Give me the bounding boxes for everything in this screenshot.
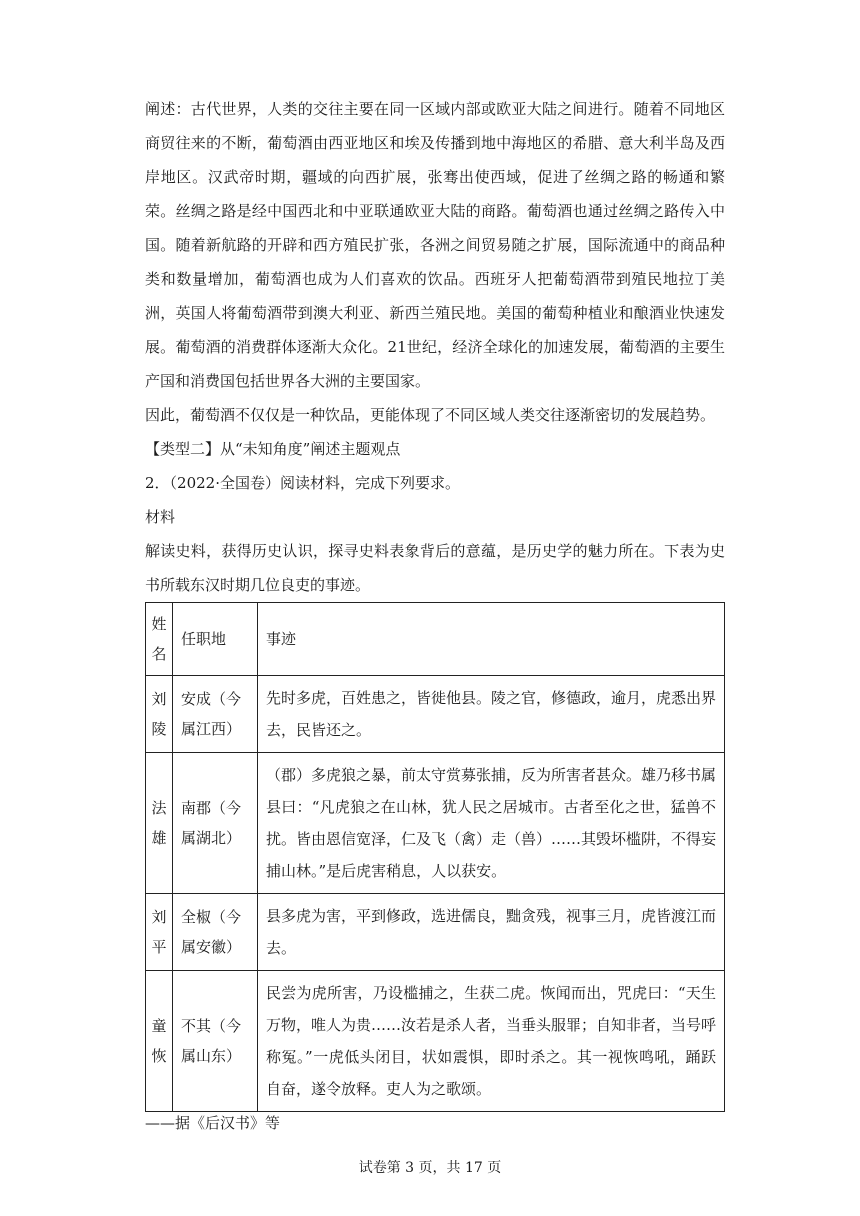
row-deed: 民尝为虎所害，乃设槛捕之，生获二虎。恢闻而出，咒虎曰：“天生万物，唯人为贵……汝若是杀人者，当垂头服罪；自知非者，当号呼称冤。”一虎低头闭目，状如震惧，即时杀之。其一视恢鸣吼，踊跃自奋，遂令放释。吏人为之歌颂。 xyxy=(258,971,725,1112)
intro-paragraph: 阐述：古代世界，人类的交往主要在同一区域内部或欧亚大陆之间进行。随着不同地区商贸往来的不断，葡萄酒由西亚地区和埃及传播到地中海地区的希腊、意大利半岛及西岸地区。汉武帝时期，疆域的向西扩展，张骞出使西域，促进了丝绸之路的畅通和繁荣。丝绸之路是经中国西北和中亚联通欧亚大陆的商路。葡萄酒也通过丝绸之路传入中国。随着新航路的开辟和西方殖民扩张，各洲之间贸易随之扩展，国际流通中的商品种类和数量增加，葡萄酒也成为人们喜欢的饮品。西班牙人把葡萄酒带到殖民地拉丁美洲，英国人将葡萄酒带到澳大利亚、新西兰殖民地。美国的葡萄种植业和酿酒业快速发展。葡萄酒的消费群体逐渐大众化。21世纪，经济全球化的加速发展，葡萄酒的主要生产国和消费国包括世界各大洲的主要国家。 xyxy=(145,100,725,390)
page-footer: 试卷第 3 页，共 17 页 xyxy=(358,1160,502,1176)
table-header-row xyxy=(146,603,725,676)
header-name: 姓名 xyxy=(146,603,173,676)
row-name: 刘平 xyxy=(146,894,173,971)
row-place: 南郡（今属湖北） xyxy=(173,753,258,894)
officials-table xyxy=(145,602,725,1112)
row-deed: （郡）多虎狼之暴，前太守赏募张捕，反为所害者甚众。雄乃移书属县曰：“凡虎狼之在山林，犹人民之居城市。古者至化之世，猛兽不扰。皆由恩信宽泽，仁及飞（禽）走（兽）……其毁坏槛阱，不得妄捕山林。”是后虎害稍息，人以获安。 xyxy=(258,753,725,894)
row-name: 法雄 xyxy=(146,753,173,894)
page-content xyxy=(145,92,725,1112)
source-note: ——据《后汉书》等 xyxy=(145,1114,281,1132)
material-label: 材料 xyxy=(145,508,176,526)
table-row xyxy=(146,676,725,753)
table-row xyxy=(146,894,725,971)
material-intro: 解读史料，获得历史认识，探寻史料表象背后的意蕴，是历史学的魅力所在。下表为史书所载东汉时期几位良吏的事迹。 xyxy=(145,542,725,594)
row-place: 全椒（今属安徽） xyxy=(173,894,258,971)
header-place: 任职地 xyxy=(173,603,258,676)
row-place: 不其（今属山东） xyxy=(173,971,258,1112)
table-row xyxy=(146,971,725,1112)
header-deed: 事迹 xyxy=(258,603,725,676)
type-heading: 【类型二】从“未知角度”阐述主题观点 xyxy=(145,440,401,458)
row-place: 安成（今属江西） xyxy=(173,676,258,753)
row-deed: 县多虎为害，平到修政，选进儒良，黜贪残，视事三月，虎皆渡江而去。 xyxy=(258,894,725,971)
row-deed: 先时多虎，百姓患之，皆徙他县。陵之官，修德政，逾月，虎悉出界去，民皆还之。 xyxy=(258,676,725,753)
conclusion-paragraph: 因此，葡萄酒不仅仅是一种饮品，更能体现了不同区域人类交往逐渐密切的发展趋势。 xyxy=(145,406,716,424)
question-stem: 2．（2022·全国卷）阅读材料，完成下列要求。 xyxy=(145,474,460,492)
table-row xyxy=(146,753,725,894)
row-name: 童恢 xyxy=(146,971,173,1112)
row-name: 刘陵 xyxy=(146,676,173,753)
